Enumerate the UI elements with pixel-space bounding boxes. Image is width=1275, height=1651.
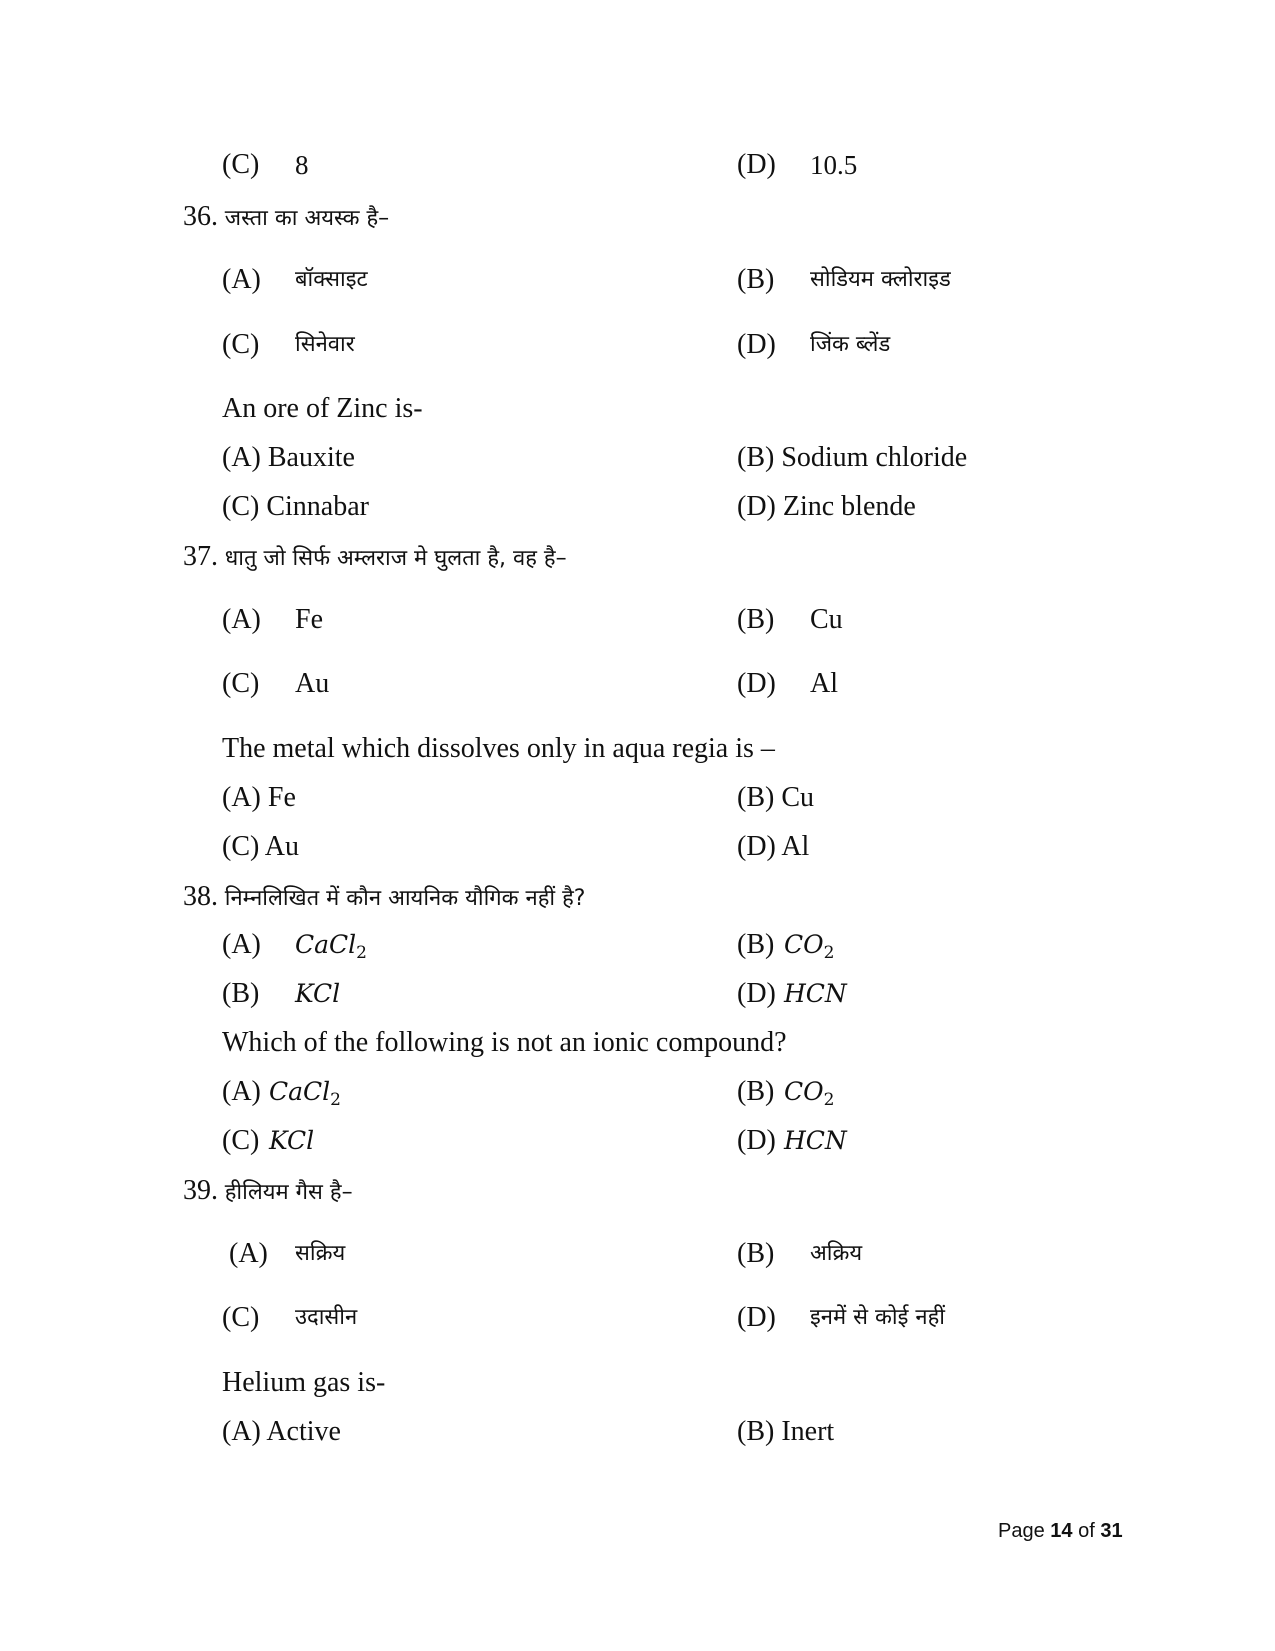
option-label: (B): [737, 1076, 775, 1107]
q36-english-option-d: (D) Zinc blende: [737, 491, 916, 522]
q36-english-option-b: (B) Sodium chloride: [737, 442, 968, 473]
q36-english-option-c: (C) Cinnabar: [222, 491, 369, 522]
q36-english-question: An ore of Zinc is-: [222, 393, 423, 424]
option-label: (C): [222, 668, 260, 699]
question-number: 36.: [183, 201, 218, 232]
option-label: (A): [222, 1076, 261, 1107]
formula: [269, 1121, 314, 1169]
q37-english-question: The metal which dissolves only in aqua regia is –: [222, 733, 775, 764]
q36-english-option-a: (A) Bauxite: [222, 442, 355, 473]
q39-english-option-b: (B) Inert: [737, 1416, 835, 1447]
option-label: (C): [222, 1302, 260, 1333]
formula: [784, 925, 834, 973]
option-label: (C): [222, 149, 260, 180]
option-label: (A): [229, 1238, 268, 1269]
formula: [784, 1072, 834, 1120]
formula-base: CaCl: [295, 930, 357, 959]
formula-base: CaCl: [269, 1077, 331, 1106]
formula-subscript: 2: [330, 1090, 341, 1110]
q37-english-option-b: (B) Cu: [737, 782, 814, 813]
formula-base: HCN: [784, 979, 847, 1008]
q38-hindi-question: [183, 876, 586, 916]
option-text: Au: [295, 668, 330, 699]
formula-subscript: 2: [356, 943, 367, 963]
option-label: (B): [737, 929, 775, 960]
option-text: Cu: [810, 604, 843, 635]
question-text: निम्नलिखित में कौन आयनिक यौगिक नहीं है?: [224, 886, 586, 911]
option-text: 8: [295, 150, 309, 180]
question-number: 38.: [183, 881, 218, 912]
formula-base: HCN: [784, 1126, 847, 1155]
option-text: अक्रिय: [810, 1241, 863, 1266]
formula: [784, 1121, 847, 1169]
formula-subscript: 2: [823, 943, 835, 963]
current-page: 14: [1050, 1520, 1073, 1542]
formula-base: CO: [784, 1077, 824, 1106]
q39-english-option-a: (A) Active: [222, 1416, 341, 1447]
option-text: इनमें से कोई नहीं: [810, 1305, 946, 1330]
option-label: (A): [222, 604, 261, 635]
formula-base: CO: [784, 930, 824, 959]
option-label: (D): [737, 329, 776, 360]
option-label: (D): [737, 1125, 776, 1156]
formula-base: KCl: [269, 1126, 315, 1155]
q39-english-question: Helium gas is-: [222, 1367, 386, 1398]
option-label: (D): [737, 978, 776, 1009]
q37-english-option-c: (C) Au: [222, 831, 299, 862]
question-number: 37.: [183, 541, 218, 572]
option-label: (A): [222, 264, 261, 295]
option-text: उदासीन: [295, 1305, 358, 1330]
q37-english-option-d: (D) Al: [737, 831, 810, 862]
option-label: (B): [737, 604, 775, 635]
formula: [784, 974, 847, 1022]
formula: [295, 974, 340, 1022]
option-text: सिनेवार: [295, 332, 355, 357]
option-text: 10.5: [810, 150, 858, 180]
formula: [269, 1072, 341, 1120]
option-label: (B): [737, 1238, 775, 1269]
formula: [295, 925, 367, 973]
option-label: (B): [222, 978, 260, 1009]
option-text: जिंक ब्लेंड: [810, 332, 891, 357]
option-label: (D): [737, 149, 776, 180]
formula-base: KCl: [295, 979, 341, 1008]
total-pages: 31: [1100, 1520, 1123, 1542]
q36-hindi-question: [183, 196, 389, 236]
formula-subscript: 2: [823, 1090, 835, 1110]
option-text: सोडियम क्लोराइड: [810, 267, 951, 292]
option-label: (D): [737, 668, 776, 699]
question-text: हीलियम गैस है–: [224, 1180, 353, 1205]
option-label: (C): [222, 329, 260, 360]
question-text: धातु जो सिर्फ अम्लराज मे घुलता है, वह है–: [224, 546, 567, 571]
page-number-footer: [998, 1516, 1123, 1546]
q37-english-option-a: (A) Fe: [222, 782, 296, 813]
option-text: सक्रिय: [295, 1241, 346, 1266]
page-word: Page: [998, 1520, 1045, 1542]
option-label: (C): [222, 1125, 260, 1156]
option-text: Fe: [295, 604, 323, 635]
option-label: (D): [737, 1302, 776, 1333]
q38-english-question: Which of the following is not an ionic compound?: [222, 1027, 787, 1058]
of-word: of: [1078, 1520, 1095, 1542]
option-text: बॉक्साइट: [295, 267, 368, 292]
q39-hindi-question: [183, 1170, 353, 1210]
q37-hindi-question: [183, 536, 567, 576]
option-text: Al: [810, 668, 838, 699]
option-label: (A): [222, 929, 261, 960]
question-number: 39.: [183, 1175, 218, 1206]
option-label: (B): [737, 264, 775, 295]
question-text: जस्ता का अयस्क है–: [224, 206, 390, 231]
